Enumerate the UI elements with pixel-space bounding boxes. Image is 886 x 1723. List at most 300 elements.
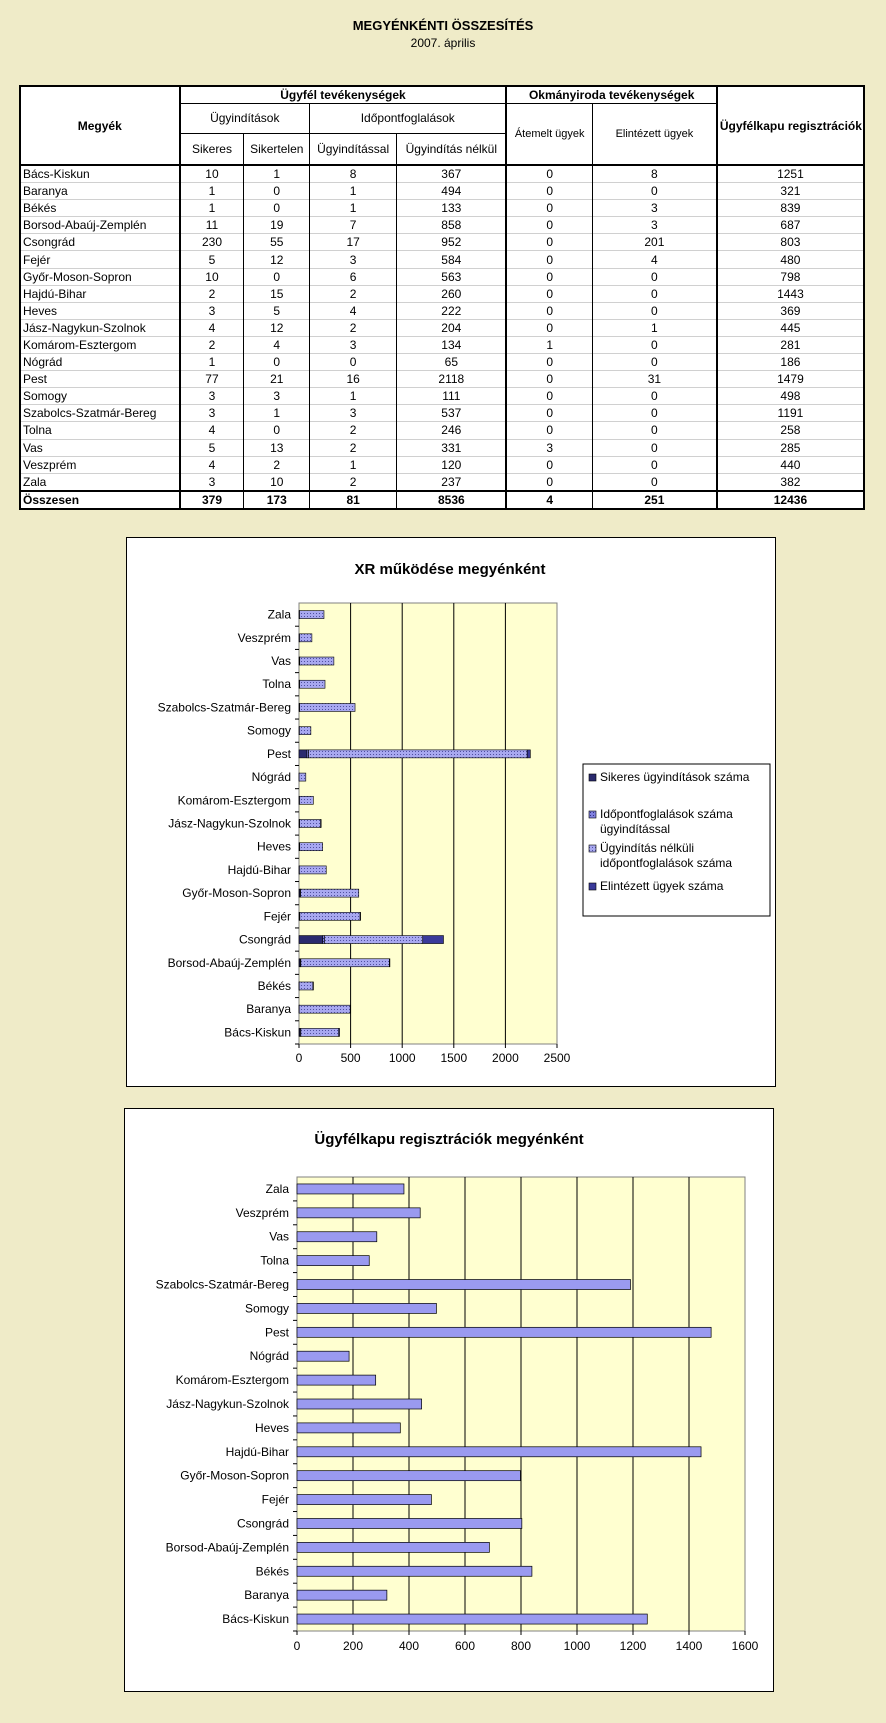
- cell-kapu: 445: [717, 319, 864, 336]
- cell-county: Vas: [20, 439, 180, 456]
- bar: [297, 1495, 431, 1505]
- cell-ugyinditassal: 7: [310, 217, 397, 234]
- table-row: [20, 388, 864, 405]
- cell-kapu: 258: [717, 422, 864, 439]
- y-tick-label: Tolna: [262, 677, 291, 692]
- plot-area: [299, 603, 557, 1044]
- y-tick-label: Jász-Nagykun-Szolnok: [166, 1397, 289, 1411]
- bar-series-4: [321, 820, 322, 828]
- cell-sikeres: 4: [180, 422, 244, 439]
- cell-atemelt: 0: [506, 302, 592, 319]
- cell-nelkul: 65: [397, 354, 507, 371]
- total-sikertelen: 173: [244, 491, 310, 509]
- bar-series-3: [299, 866, 326, 874]
- table-row: [20, 405, 864, 422]
- legend-sikeres: Sikeres ügyindítások száma: [600, 770, 750, 784]
- cell-sikeres: 4: [180, 456, 244, 473]
- legend-elintezett: Elintézett ügyek száma: [600, 879, 724, 893]
- cell-sikeres: 4: [180, 319, 244, 336]
- y-tick-label: Hajdú-Bihar: [227, 862, 291, 877]
- total-elintezett: 251: [592, 491, 716, 509]
- cell-atemelt: 0: [506, 388, 592, 405]
- cell-sikeres: 5: [180, 251, 244, 268]
- bar: [297, 1566, 532, 1576]
- cell-sikeres: 10: [180, 165, 244, 183]
- cell-sikertelen: 15: [244, 285, 310, 302]
- table-row: [20, 456, 864, 473]
- x-tick-label: 800: [510, 1639, 532, 1653]
- y-tick-label: Vas: [271, 654, 291, 669]
- total-ugyinditassal: 81: [310, 491, 397, 509]
- cell-nelkul: 111: [397, 388, 507, 405]
- cell-kapu: 369: [717, 302, 864, 319]
- header-atemelt: Átemelt ügyek: [506, 103, 592, 165]
- cell-elintezett: 0: [592, 422, 716, 439]
- cell-sikertelen: 19: [244, 217, 310, 234]
- cell-kapu: 1443: [717, 285, 864, 302]
- header-kapu: Ügyfélkapu regisztrációk: [717, 86, 864, 165]
- page-title: MEGYÉNKÉNTI ÖSSZESÍTÉS: [352, 18, 534, 33]
- cell-ugyinditassal: 1: [310, 200, 397, 217]
- x-tick-label: 500: [340, 1051, 361, 1065]
- cell-atemelt: 1: [506, 336, 592, 353]
- bar-series-3: [300, 657, 334, 665]
- cell-nelkul: 222: [397, 302, 507, 319]
- xr-chart-title: XR működése megyénként: [354, 561, 546, 578]
- bar-series-3: [299, 982, 313, 990]
- x-tick-label: 200: [342, 1639, 364, 1653]
- bar-series-4: [389, 959, 390, 967]
- table-row: [20, 422, 864, 439]
- cell-atemelt: 0: [506, 371, 592, 388]
- x-tick-label: 1000: [563, 1639, 591, 1653]
- y-tick-label: Somogy: [246, 723, 291, 738]
- cell-county: Tolna: [20, 422, 180, 439]
- cell-county: Baranya: [20, 183, 180, 200]
- cell-sikertelen: 5: [244, 302, 310, 319]
- cell-sikeres: 3: [180, 405, 244, 422]
- cell-elintezett: 0: [592, 354, 716, 371]
- cell-sikeres: 3: [180, 388, 244, 405]
- cell-atemelt: 0: [506, 354, 592, 371]
- cell-county: Komárom-Esztergom: [20, 336, 180, 353]
- x-tick-label: 1400: [675, 1639, 703, 1653]
- cell-atemelt: 0: [506, 405, 592, 422]
- cell-nelkul: 952: [397, 234, 507, 251]
- cell-ugyinditassal: 0: [310, 354, 397, 371]
- cell-kapu: 186: [717, 354, 864, 371]
- cell-kapu: 803: [717, 234, 864, 251]
- cell-sikeres: 1: [180, 183, 244, 200]
- cell-kapu: 440: [717, 456, 864, 473]
- x-tick-label: 1600: [731, 1639, 759, 1653]
- x-tick-label: 400: [398, 1639, 420, 1653]
- cell-atemelt: 0: [506, 234, 592, 251]
- xr-chart-panel: [126, 537, 776, 1087]
- cell-elintezett: 0: [592, 183, 716, 200]
- bar: [297, 1208, 420, 1218]
- x-tick-label: 2000: [492, 1051, 519, 1065]
- y-tick-label: Tolna: [260, 1253, 289, 1268]
- cell-county: Fejér: [20, 251, 180, 268]
- bar-series-3: [300, 843, 323, 851]
- header-idopont: Időpontfoglalások: [310, 103, 507, 133]
- ugyfelkapu-chart-title: Ügyfélkapu regisztrációk megyénként: [314, 1131, 584, 1148]
- cell-elintezett: 8: [592, 165, 716, 183]
- cell-sikertelen: 12: [244, 319, 310, 336]
- y-tick-label: Csongrád: [236, 1516, 289, 1531]
- bar: [297, 1423, 400, 1433]
- bar-series-3: [324, 936, 422, 944]
- table-row: [20, 268, 864, 285]
- cell-county: Szabolcs-Szatmár-Bereg: [20, 405, 180, 422]
- table-row: [20, 319, 864, 336]
- cell-county: Bács-Kiskun: [20, 165, 180, 183]
- cell-kapu: 480: [717, 251, 864, 268]
- bar-series-4: [360, 912, 361, 920]
- cell-elintezett: 1: [592, 319, 716, 336]
- cell-kapu: 1479: [717, 371, 864, 388]
- cell-nelkul: 331: [397, 439, 507, 456]
- cell-sikeres: 230: [180, 234, 244, 251]
- cell-sikertelen: 1: [244, 165, 310, 183]
- cell-sikertelen: 1: [244, 405, 310, 422]
- y-tick-label: Szabolcs-Szatmár-Bereg: [157, 700, 291, 715]
- cell-sikertelen: 0: [244, 422, 310, 439]
- legend-swatch: [589, 883, 596, 890]
- legend-idopont-ugyinditassal: Időpontfoglalások száma ügyindítással: [600, 807, 733, 836]
- header-ugyfel: Ügyfél tevékenységek: [180, 86, 507, 103]
- y-tick-label: Pest: [266, 746, 291, 761]
- cell-county: Veszprém: [20, 456, 180, 473]
- cell-county: Nógrád: [20, 354, 180, 371]
- header-elintezett: Elintézett ügyek: [592, 103, 716, 165]
- cell-ugyinditassal: 2: [310, 422, 397, 439]
- bar-series-3: [301, 889, 359, 897]
- y-tick-label: Szabolcs-Szatmár-Bereg: [155, 1277, 289, 1292]
- table-row: [20, 285, 864, 302]
- bar-series-4: [339, 1028, 340, 1036]
- x-tick-label: 0: [293, 1639, 301, 1653]
- cell-elintezett: 0: [592, 268, 716, 285]
- cell-nelkul: 120: [397, 456, 507, 473]
- table-row: [20, 354, 864, 371]
- y-tick-label: Jász-Nagykun-Szolnok: [168, 816, 291, 831]
- cell-atemelt: 0: [506, 422, 592, 439]
- cell-nelkul: 204: [397, 319, 507, 336]
- cell-elintezett: 201: [592, 234, 716, 251]
- y-tick-label: Komárom-Esztergom: [175, 1373, 289, 1388]
- cell-elintezett: 0: [592, 456, 716, 473]
- bar: [297, 1375, 376, 1385]
- cell-ugyinditassal: 16: [310, 371, 397, 388]
- table-row: [20, 165, 864, 183]
- y-tick-label: Győr-Moson-Sopron: [182, 886, 291, 901]
- cell-atemelt: 0: [506, 319, 592, 336]
- cell-sikertelen: 13: [244, 439, 310, 456]
- cell-sikeres: 77: [180, 371, 244, 388]
- table-row: [20, 234, 864, 251]
- bar: [297, 1232, 377, 1242]
- cell-sikertelen: 10: [244, 473, 310, 491]
- cell-ugyinditassal: 17: [310, 234, 397, 251]
- y-tick-label: Békés: [257, 978, 291, 993]
- legend-swatch: [589, 811, 596, 818]
- y-tick-label: Nógrád: [249, 1349, 289, 1364]
- y-tick-label: Fejér: [263, 909, 291, 924]
- cell-sikertelen: 0: [244, 183, 310, 200]
- y-tick-label: Bács-Kiskun: [222, 1612, 289, 1627]
- bar: [297, 1327, 711, 1337]
- cell-ugyinditassal: 4: [310, 302, 397, 319]
- bar-series-3: [299, 727, 310, 735]
- cell-sikertelen: 3: [244, 388, 310, 405]
- cell-sikeres: 3: [180, 473, 244, 491]
- cell-kapu: 798: [717, 268, 864, 285]
- x-tick-label: 2500: [543, 1051, 571, 1065]
- bar-series-1: [299, 750, 307, 758]
- y-tick-label: Heves: [254, 1420, 289, 1435]
- y-tick-label: Nógrád: [251, 770, 291, 785]
- cell-sikeres: 1: [180, 200, 244, 217]
- cell-atemelt: 0: [506, 473, 592, 491]
- cell-sikeres: 3: [180, 302, 244, 319]
- header-sikeres: Sikeres: [180, 133, 244, 165]
- y-tick-label: Fejér: [261, 1492, 289, 1507]
- cell-kapu: 281: [717, 336, 864, 353]
- cell-sikeres: 5: [180, 439, 244, 456]
- cell-sikeres: 2: [180, 336, 244, 353]
- y-tick-label: Veszprém: [235, 1205, 289, 1220]
- bar-series-4: [423, 936, 444, 944]
- header-sikertelen: Sikertelen: [244, 133, 310, 165]
- cell-ugyinditassal: 3: [310, 251, 397, 268]
- bar-series-3: [299, 773, 306, 781]
- y-tick-label: Borsod-Abaúj-Zemplén: [167, 955, 291, 970]
- cell-nelkul: 133: [397, 200, 507, 217]
- bar-series-3: [309, 750, 528, 758]
- y-tick-label: Pest: [264, 1325, 289, 1340]
- y-tick-label: Győr-Moson-Sopron: [180, 1468, 289, 1483]
- cell-elintezett: 3: [592, 217, 716, 234]
- cell-nelkul: 537: [397, 405, 507, 422]
- cell-atemelt: 0: [506, 200, 592, 217]
- header-okmany: Okmányiroda tevékenységek: [506, 86, 716, 103]
- cell-ugyinditassal: 2: [310, 473, 397, 491]
- cell-county: Borsod-Abaúj-Zemplén: [20, 217, 180, 234]
- bar: [297, 1351, 349, 1361]
- cell-atemelt: 0: [506, 165, 592, 183]
- cell-elintezett: 0: [592, 336, 716, 353]
- table-row: [20, 439, 864, 456]
- table-row: [20, 302, 864, 319]
- cell-county: Győr-Moson-Sopron: [20, 268, 180, 285]
- cell-sikertelen: 2: [244, 456, 310, 473]
- cell-sikertelen: 4: [244, 336, 310, 353]
- cell-nelkul: 134: [397, 336, 507, 353]
- cell-elintezett: 0: [592, 405, 716, 422]
- bar: [297, 1518, 522, 1528]
- bar: [297, 1590, 387, 1600]
- cell-sikertelen: 0: [244, 354, 310, 371]
- cell-elintezett: 31: [592, 371, 716, 388]
- cell-county: Hajdú-Bihar: [20, 285, 180, 302]
- cell-county: Zala: [20, 473, 180, 491]
- bar-series-3: [300, 680, 325, 688]
- x-tick-label: 600: [454, 1639, 476, 1653]
- cell-kapu: 382: [717, 473, 864, 491]
- cell-elintezett: 0: [592, 285, 716, 302]
- ugyfelkapu-chart: [125, 1109, 773, 1691]
- table-row: [20, 200, 864, 217]
- bar-series-3: [300, 912, 360, 920]
- cell-ugyinditassal: 1: [310, 388, 397, 405]
- y-tick-label: Baranya: [246, 1002, 291, 1017]
- header-nelkul: Ügyindítás nélkül: [397, 133, 507, 165]
- cell-sikertelen: 0: [244, 268, 310, 285]
- cell-atemelt: 0: [506, 456, 592, 473]
- y-tick-label: Bács-Kiskun: [224, 1025, 291, 1040]
- cell-county: Jász-Nagykun-Szolnok: [20, 319, 180, 336]
- total-nelkul: 8536: [397, 491, 507, 509]
- cell-atemelt: 0: [506, 268, 592, 285]
- cell-atemelt: 0: [506, 251, 592, 268]
- x-tick-label: 0: [295, 1051, 303, 1065]
- xr-chart: [127, 538, 775, 1086]
- cell-ugyinditassal: 8: [310, 165, 397, 183]
- y-tick-label: Heves: [256, 839, 291, 854]
- y-tick-label: Hajdú-Bihar: [225, 1444, 289, 1459]
- cell-kapu: 321: [717, 183, 864, 200]
- cell-atemelt: 0: [506, 217, 592, 234]
- cell-sikertelen: 55: [244, 234, 310, 251]
- bar: [297, 1184, 404, 1194]
- cell-nelkul: 237: [397, 473, 507, 491]
- bar: [297, 1256, 369, 1266]
- bar: [297, 1542, 489, 1552]
- bar-series-3: [299, 1005, 350, 1013]
- header-ugyinditasok: Ügyindítások: [180, 103, 310, 133]
- table-row: [20, 183, 864, 200]
- cell-elintezett: 3: [592, 200, 716, 217]
- total-sikeres: 379: [180, 491, 244, 509]
- cell-sikertelen: 12: [244, 251, 310, 268]
- page-subtitle: 2007. április: [410, 36, 476, 50]
- total-kapu: 12436: [717, 491, 864, 509]
- cell-kapu: 839: [717, 200, 864, 217]
- summary-table: [19, 85, 865, 510]
- cell-elintezett: 4: [592, 251, 716, 268]
- bar-series-3: [300, 820, 321, 828]
- cell-county: Heves: [20, 302, 180, 319]
- cell-ugyinditassal: 1: [310, 456, 397, 473]
- cell-ugyinditassal: 2: [310, 439, 397, 456]
- bar: [297, 1447, 701, 1457]
- x-tick-label: 1200: [619, 1639, 647, 1653]
- cell-county: Somogy: [20, 388, 180, 405]
- total-county: Összesen: [20, 491, 180, 509]
- cell-kapu: 1251: [717, 165, 864, 183]
- cell-ugyinditassal: 2: [310, 319, 397, 336]
- cell-nelkul: 367: [397, 165, 507, 183]
- x-tick-label: 1000: [388, 1051, 416, 1065]
- cell-nelkul: 584: [397, 251, 507, 268]
- header-megyek: Megyék: [20, 86, 180, 165]
- bar: [297, 1471, 520, 1481]
- cell-county: Pest: [20, 371, 180, 388]
- bar-series-3: [300, 796, 314, 804]
- table-row: [20, 371, 864, 388]
- bar: [297, 1614, 647, 1624]
- cell-nelkul: 246: [397, 422, 507, 439]
- bar-series-3: [300, 634, 312, 642]
- bar-series-3: [301, 1028, 339, 1036]
- y-tick-label: Borsod-Abaúj-Zemplén: [165, 1540, 289, 1555]
- y-tick-label: Csongrád: [238, 932, 291, 947]
- cell-ugyinditassal: 2: [310, 285, 397, 302]
- cell-ugyinditassal: 1: [310, 183, 397, 200]
- total-atemelt: 4: [506, 491, 592, 509]
- bar-series-4: [313, 982, 314, 990]
- cell-kapu: 498: [717, 388, 864, 405]
- ugyfelkapu-chart-panel: [124, 1108, 774, 1692]
- y-tick-label: Komárom-Esztergom: [177, 793, 291, 808]
- legend-ugyinditas-nelkuli: Ügyindítás nélküli időpontfoglalások száma: [600, 841, 733, 870]
- cell-atemelt: 3: [506, 439, 592, 456]
- table-row: [20, 251, 864, 268]
- cell-county: Csongrád: [20, 234, 180, 251]
- y-tick-label: Békés: [255, 1564, 289, 1579]
- table-row: [20, 217, 864, 234]
- cell-atemelt: 0: [506, 183, 592, 200]
- y-tick-label: Vas: [269, 1229, 289, 1244]
- y-tick-label: Zala: [265, 1181, 289, 1196]
- cell-county: Békés: [20, 200, 180, 217]
- cell-ugyinditassal: 3: [310, 405, 397, 422]
- cell-kapu: 1191: [717, 405, 864, 422]
- y-tick-label: Somogy: [244, 1301, 289, 1316]
- cell-kapu: 687: [717, 217, 864, 234]
- bar: [297, 1280, 630, 1290]
- bar-series-1: [299, 936, 323, 944]
- cell-nelkul: 2118: [397, 371, 507, 388]
- cell-atemelt: 0: [506, 285, 592, 302]
- table-row: [20, 336, 864, 353]
- legend-swatch: [589, 845, 596, 852]
- x-tick-label: 1500: [440, 1051, 468, 1065]
- bar-series-4: [527, 750, 530, 758]
- cell-sikertelen: 21: [244, 371, 310, 388]
- cell-ugyinditassal: 6: [310, 268, 397, 285]
- cell-nelkul: 494: [397, 183, 507, 200]
- cell-nelkul: 563: [397, 268, 507, 285]
- cell-elintezett: 0: [592, 473, 716, 491]
- header-ugyinditassal: Ügyindítással: [310, 133, 397, 165]
- bar: [297, 1399, 422, 1409]
- cell-kapu: 285: [717, 439, 864, 456]
- y-tick-label: Baranya: [244, 1588, 289, 1603]
- bar-series-3: [300, 703, 355, 711]
- cell-sikeres: 11: [180, 217, 244, 234]
- cell-elintezett: 0: [592, 302, 716, 319]
- cell-sikeres: 1: [180, 354, 244, 371]
- cell-ugyinditassal: 3: [310, 336, 397, 353]
- cell-elintezett: 0: [592, 439, 716, 456]
- cell-nelkul: 858: [397, 217, 507, 234]
- legend-swatch: [589, 774, 596, 781]
- y-tick-label: Veszprém: [237, 630, 291, 645]
- total-row: [20, 491, 864, 509]
